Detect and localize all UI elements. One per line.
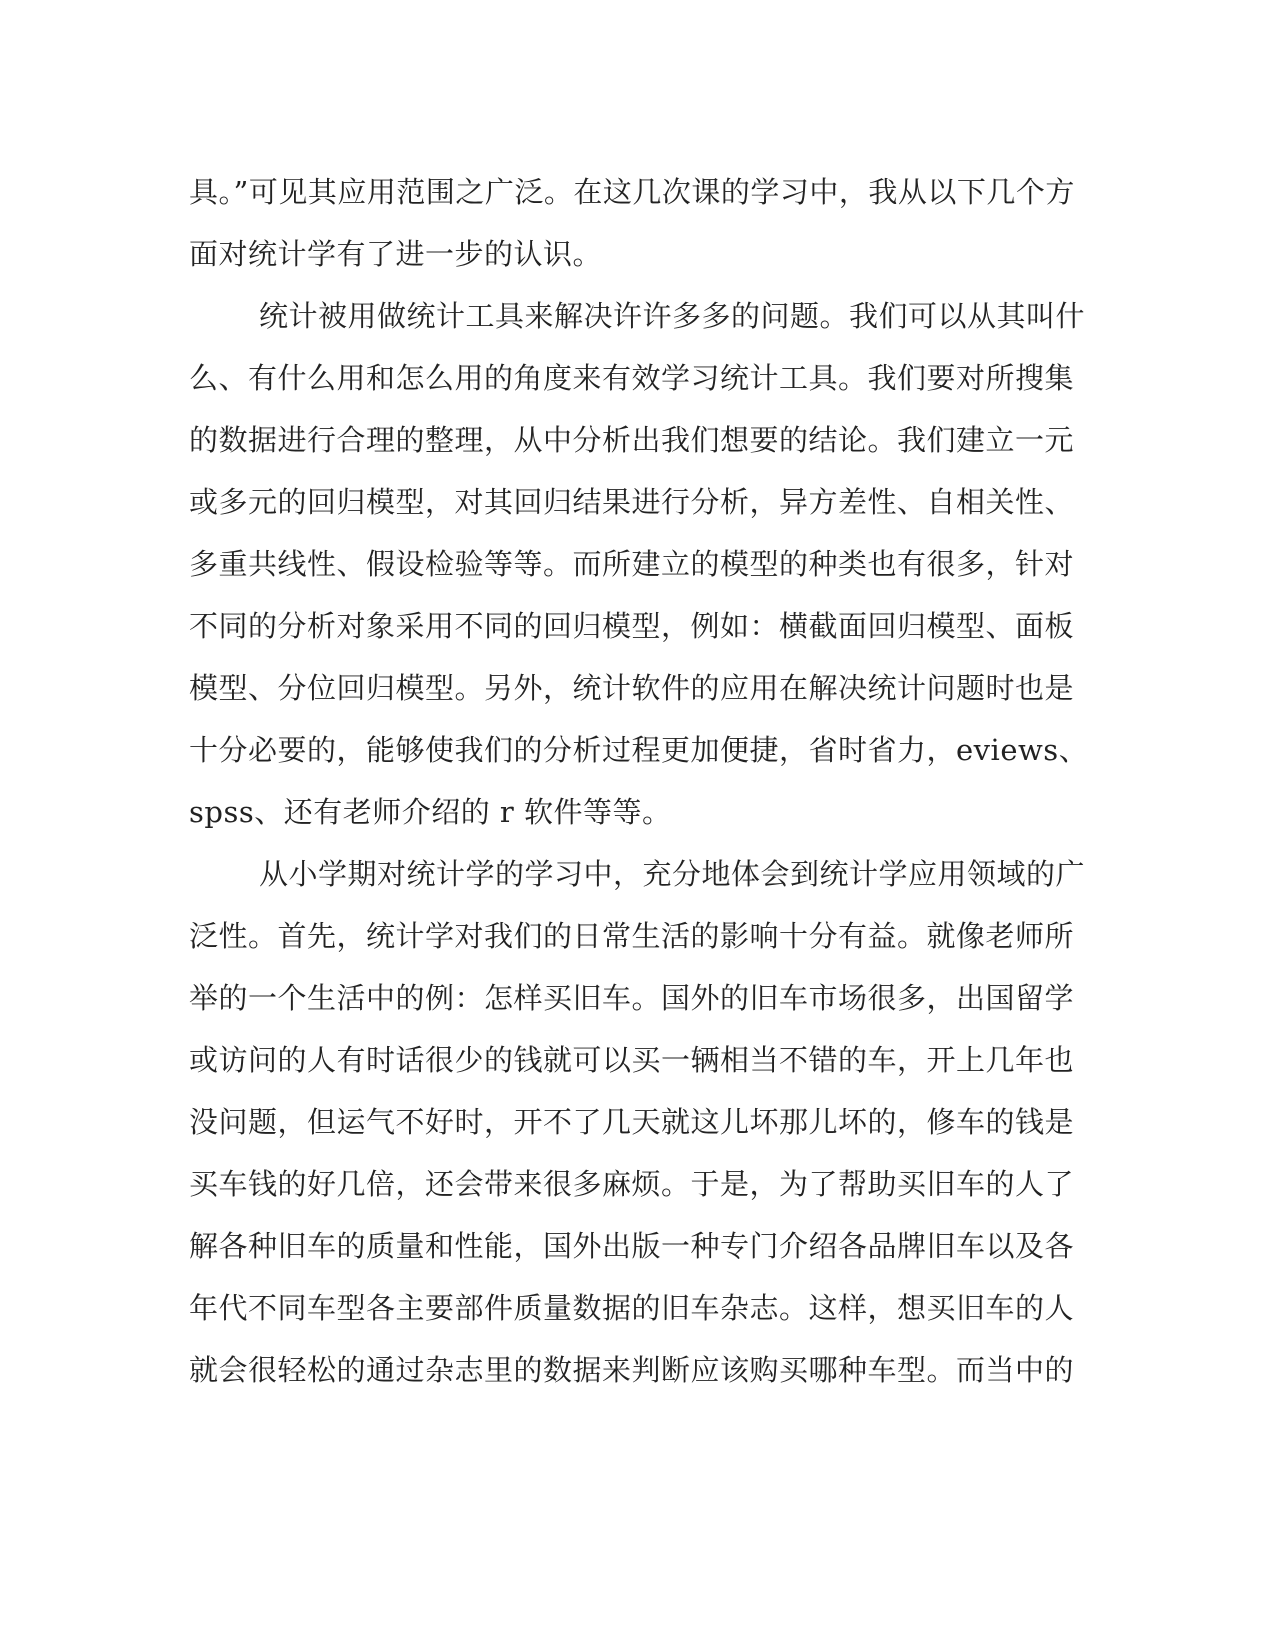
text-line: 十分必要的，能够使我们的分析过程更加便捷，省时省力，eviews、 [189, 733, 1089, 767]
text-line: 多重共线性、假设检验等等。而所建立的模型的种类也有很多，针对 [189, 547, 1075, 581]
text-line: 或多元的回归模型，对其回归结果进行分析，异方差性、自相关性、 [189, 485, 1075, 519]
text-line: 年代不同车型各主要部件质量数据的旧车杂志。这样，想买旧车的人 [189, 1291, 1075, 1325]
text-line: 泛性。首先，统计学对我们的日常生活的影响十分有益。就像老师所 [189, 919, 1075, 953]
text-line: 不同的分析对象采用不同的回归模型，例如：横截面回归模型、面板 [189, 609, 1075, 643]
text-line: 么、有什么用和怎么用的角度来有效学习统计工具。我们要对所搜集 [189, 361, 1075, 395]
text-line: 的数据进行合理的整理，从中分析出我们想要的结论。我们建立一元 [189, 423, 1075, 457]
paragraph-start-line: 统计被用做统计工具来解决许许多多的问题。我们可以从其叫什 [259, 299, 1086, 333]
text-line: 就会很轻松的通过杂志里的数据来判断应该购买哪种车型。而当中的 [189, 1353, 1075, 1387]
text-line: 举的一个生活中的例：怎样买旧车。国外的旧车市场很多，出国留学 [189, 981, 1075, 1015]
text-line: 没问题，但运气不好时，开不了几天就这儿坏那儿坏的，修车的钱是 [189, 1105, 1075, 1139]
text-line: 模型、分位回归模型。另外，统计软件的应用在解决统计问题时也是 [189, 671, 1075, 705]
text-line: 解各种旧车的质量和性能，国外出版一种专门介绍各品牌旧车以及各 [189, 1229, 1075, 1263]
text-line: 买车钱的好几倍，还会带来很多麻烦。于是，为了帮助买旧车的人了 [189, 1167, 1075, 1201]
body-text [189, 161, 1089, 1401]
text-line: 或访问的人有时话很少的钱就可以买一辆相当不错的车，开上几年也 [189, 1043, 1075, 1077]
text-line: 面对统计学有了进一步的认识。 [189, 237, 603, 271]
text-line: 具。”可见其应用范围之广泛。在这几次课的学习中，我从以下几个方 [189, 175, 1075, 209]
text-line: spss、还有老师介绍的 r 软件等等。 [189, 795, 672, 829]
paragraph-start-line: 从小学期对统计学的学习中，充分地体会到统计学应用领域的广 [259, 857, 1086, 891]
